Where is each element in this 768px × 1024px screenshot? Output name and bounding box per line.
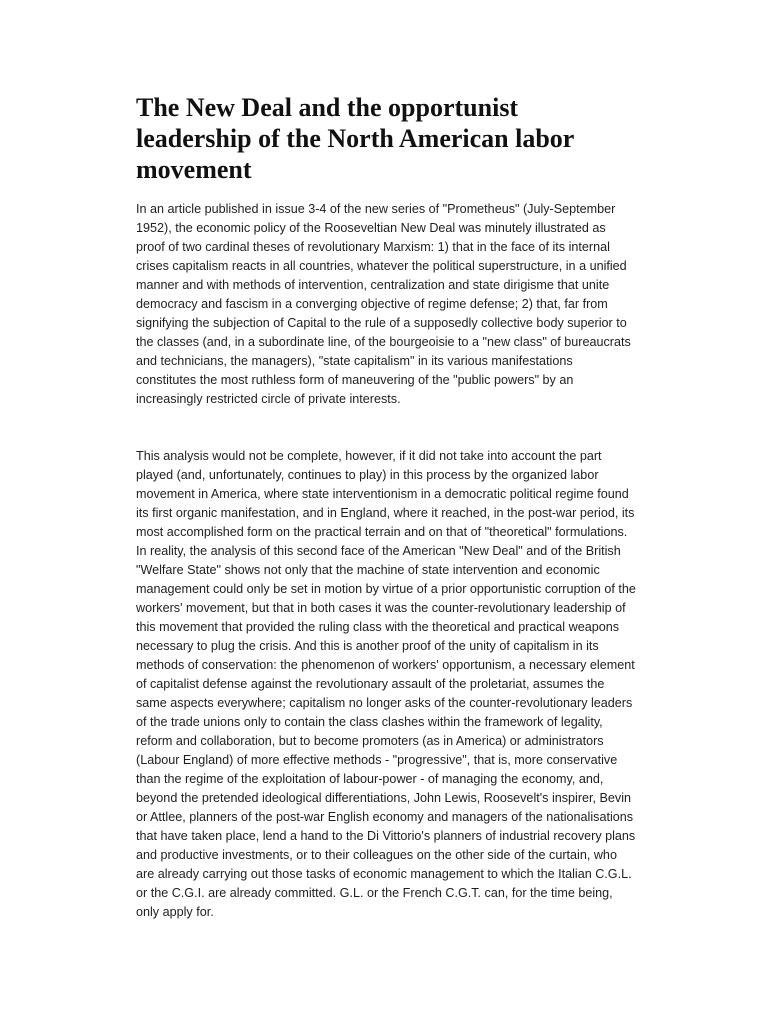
document-title: The New Deal and the opportunist leadership of the North American labor movement <box>136 93 574 184</box>
paragraph-spacer <box>136 409 636 447</box>
paragraph-1: In an article published in issue 3-4 of the new series of "Prometheus" (July-September 1952), the economic policy of the Rooseveltian New Deal was minutely illustrated as proof of two cardinal theses of revolutionary Marxism: 1) that in the face of its internal crises capitalism reacts in all countries, whatever the political superstructure, in a unified manner and with methods of intervention, centralization and state dirigisme that unite democracy and fascism in a converging objective of regime defense; 2) that, far from signifying the subjection of Capital to the rule of a supposedly collective body superior to the classes (and, in a subordinate line, of the bourgeoisie to a "new class" of bureaucrats and technicians, the managers), "state capitalism" in its various manifestations constitutes the most ruthless form of maneuvering of the "public powers" by an increasingly restricted circle of private interests. <box>136 202 631 406</box>
paragraph-2: This analysis would not be complete, however, if it did not take into account the part played (and, unfortunately, continues to play) in this process by the organized labor movement in America, where state interventionism in a democratic political regime found its first organic manifestation, and in England, where it reached, in the post-war period, its most accomplished form on the practical terrain and on that of "theoretical" formulations. In reality, the analysis of this second face of the American "New Deal" and of the British "Welfare State" shows not only that the machine of state intervention and economic management could only be set in motion by virtue of a prior opportunistic corruption of the workers' movement, but that in both cases it was the counter-revolutionary leadership of this movement that provided the ruling class with the theoretical and practical weapons necessary to plug the crisis. And this is another proof of the unity of capitalism in its methods of conservation: the phenomenon of workers' opportunism, a necessary element of capitalist defense against the revolutionary assault of the proletariat, assumes the same aspects everywhere; capitalism no longer asks of the counter-revolutionary leaders of the trade unions only to contain the class clashes within the framework of legality, reform and collaboration, but to become promoters (as in America) or administrators (Labour England) of more effective methods - "progressive", that is, more conservative than the regime of the exploitation of labour-power - of managing the economy, and, beyond the pretended ideological differentiations, John Lewis, Roosevelt's inspirer, Bevin or Attlee, planners of the post-war English economy and managers of the nationalisations that have taken place, lend a hand to the Di Vittorio's planners of industrial recovery plans and productive investments, or to their colleagues on the other side of the curtain, who are already carrying out those tasks of economic management to which the Italian C.G.L. or the C.G.I. are already committed. G.L. or the French C.G.T. can, for the time being, only apply for. <box>136 449 636 919</box>
document-page <box>136 92 636 922</box>
